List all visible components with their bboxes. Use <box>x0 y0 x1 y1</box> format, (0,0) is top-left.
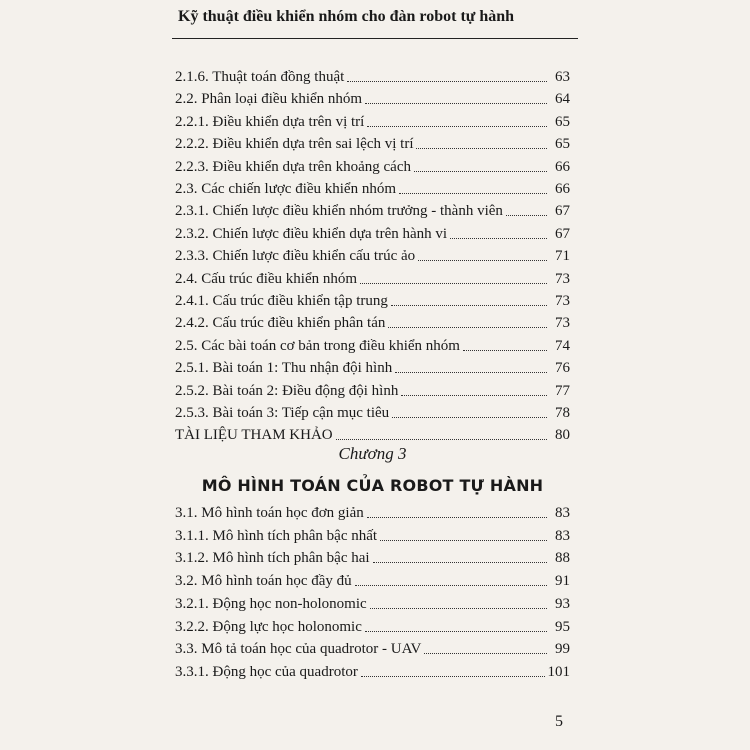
toc-entry-page: 73 <box>555 315 570 332</box>
toc-entry-page: 80 <box>555 427 570 444</box>
toc-entry-page: 66 <box>555 158 570 175</box>
toc-leader-dots <box>388 327 547 328</box>
toc-leader-dots <box>365 631 547 632</box>
toc-entry-label: 2.5.3. Bài toán 3: Tiếp cận mục tiêu <box>175 405 390 421</box>
toc-entry-page: 93 <box>555 595 570 612</box>
toc-entry-label: 2.3. Các chiến lược điều khiển nhóm <box>175 181 397 197</box>
toc-leader-dots <box>367 517 547 518</box>
toc-entry-label: 3.2. Mô hình toán học đầy đủ <box>175 573 352 590</box>
running-title: Kỹ thuật điều khiển nhóm cho đàn robot tự hành <box>178 8 515 25</box>
header-rule <box>172 38 578 39</box>
toc-leader-dots <box>416 148 547 149</box>
toc-entry-page: 77 <box>555 382 570 399</box>
toc-entry-label: 2.1.6. Thuật toán đồng thuật <box>175 69 345 85</box>
toc-entry <box>175 66 570 86</box>
toc-entry <box>175 380 570 400</box>
toc-entry-label: 3.1.1. Mô hình tích phân bậc nhất <box>175 527 378 544</box>
toc-entry-page: 74 <box>555 337 570 354</box>
toc-entry <box>175 502 570 522</box>
toc-entry-page: 65 <box>555 136 570 153</box>
toc-leader-dots <box>355 585 547 586</box>
toc-entry <box>175 616 570 636</box>
toc-entry-label: 2.4.2. Cấu trúc điều khiển phân tán <box>175 315 386 332</box>
toc-leader-dots <box>395 372 547 373</box>
toc-entry-label: 2.5. Các bài toán cơ bản trong điều khiển nhóm <box>175 337 460 354</box>
toc-entry-page: 66 <box>555 181 570 197</box>
toc-entry-label: 3.3.1. Động học của quadrotor <box>175 663 358 680</box>
toc-entry <box>175 268 570 288</box>
toc-entry-page: 71 <box>555 248 570 265</box>
toc-entry-label: 2.2.1. Điều khiển dựa trên vị trí <box>175 113 365 130</box>
toc-leader-dots <box>373 562 547 563</box>
chapter-title: MÔ HÌNH TOÁN CỦA ROBOT TỰ HÀNH <box>201 476 544 495</box>
toc-leader-dots <box>380 540 547 541</box>
toc-leader-dots <box>360 283 547 284</box>
chapter-label: Chương 3 <box>338 444 407 463</box>
toc-entry <box>175 424 570 444</box>
toc-entry <box>175 156 570 176</box>
toc-entry-page: 83 <box>555 505 570 521</box>
toc-leader-dots <box>336 439 547 440</box>
toc-entry-page: 91 <box>555 573 570 590</box>
toc-entry-page: 67 <box>555 203 570 220</box>
toc-entry <box>175 593 570 613</box>
page-number: 5 <box>555 713 563 730</box>
toc-entry <box>175 245 570 265</box>
toc-entry-label: 3.1.2. Mô hình tích phân bậc hai <box>175 550 370 567</box>
toc-entry-page: 65 <box>555 113 570 130</box>
toc-entry-page: 99 <box>555 641 570 658</box>
toc-entry-page: 95 <box>555 618 570 635</box>
toc-leader-dots <box>450 238 547 239</box>
toc-entry-page: 88 <box>555 550 570 567</box>
toc-entry <box>175 200 570 220</box>
toc-entry-page: 63 <box>555 69 570 85</box>
toc-leader-dots <box>399 193 547 194</box>
toc-leader-dots <box>424 653 547 654</box>
toc-leader-dots <box>367 126 547 127</box>
toc-entry-page: 101 <box>547 663 570 680</box>
toc-entry-label: 3.3. Mô tả toán học của quadrotor - UAV <box>175 641 422 658</box>
toc-entry-label: 2.3.3. Chiến lược điều khiển cấu trúc ảo <box>175 248 416 265</box>
toc-leader-dots <box>365 103 547 104</box>
toc-leader-dots <box>414 171 547 172</box>
toc-entry-page: 76 <box>555 360 570 377</box>
toc-entry-label: 2.5.2. Bài toán 2: Điều động đội hình <box>175 382 399 399</box>
toc-entry <box>175 570 570 590</box>
toc-entry <box>175 638 570 658</box>
toc-entry <box>175 661 570 681</box>
toc-leader-dots <box>401 395 547 396</box>
toc-leader-dots <box>361 676 545 677</box>
toc-entry <box>175 547 570 567</box>
toc-entry <box>175 223 570 243</box>
toc-entry-label: TÀI LIỆU THAM KHẢO <box>175 427 333 444</box>
toc-entry-label: 2.2.3. Điều khiển dựa trên khoảng cách <box>175 158 411 175</box>
toc-leader-dots <box>463 350 547 351</box>
toc-entry-label: 2.4.1. Cấu trúc điều khiển tập trung <box>175 293 388 309</box>
toc-entry <box>175 178 570 198</box>
toc-entry-label: 3.2.2. Động lực học holonomic <box>175 618 362 635</box>
toc-entry-label: 3.2.1. Động học non-holonomic <box>175 595 367 612</box>
toc-entry-page: 67 <box>555 225 570 242</box>
toc-entry <box>175 357 570 377</box>
toc-entry <box>175 133 570 153</box>
toc-entry-label: 2.3.1. Chiến lược điều khiển nhóm trưởng - thành viên <box>175 203 503 220</box>
toc-entry-label: 2.2. Phân loại điều khiển nhóm <box>175 91 363 108</box>
toc-entry <box>175 335 570 355</box>
toc-entry-page: 73 <box>555 293 570 309</box>
toc-entry-page: 78 <box>555 405 570 421</box>
toc-entry-page: 64 <box>555 91 570 108</box>
toc-entry <box>175 312 570 332</box>
toc-entry <box>175 290 570 310</box>
toc-entry-label: 2.2.2. Điều khiển dựa trên sai lệch vị trí <box>175 136 414 153</box>
toc-entry-label: 2.5.1. Bài toán 1: Thu nhận đội hình <box>175 360 393 377</box>
toc-entry-page: 83 <box>555 527 570 544</box>
toc-leader-dots <box>347 81 547 82</box>
toc-entry <box>175 111 570 131</box>
toc-leader-dots <box>418 260 547 261</box>
toc-entry-label: 3.1. Mô hình toán học đơn giản <box>175 505 364 521</box>
toc-leader-dots <box>391 305 547 306</box>
toc-leader-dots <box>392 417 547 418</box>
toc-leader-dots <box>506 215 547 216</box>
toc-leader-dots <box>370 608 547 609</box>
toc-entry <box>175 402 570 422</box>
toc-entry <box>175 88 570 108</box>
toc-entry-label: 2.3.2. Chiến lược điều khiển dựa trên hành vi <box>175 225 448 242</box>
toc-entry-page: 73 <box>555 270 570 287</box>
toc-entry <box>175 525 570 545</box>
toc-entry-label: 2.4. Cấu trúc điều khiển nhóm <box>175 270 358 287</box>
